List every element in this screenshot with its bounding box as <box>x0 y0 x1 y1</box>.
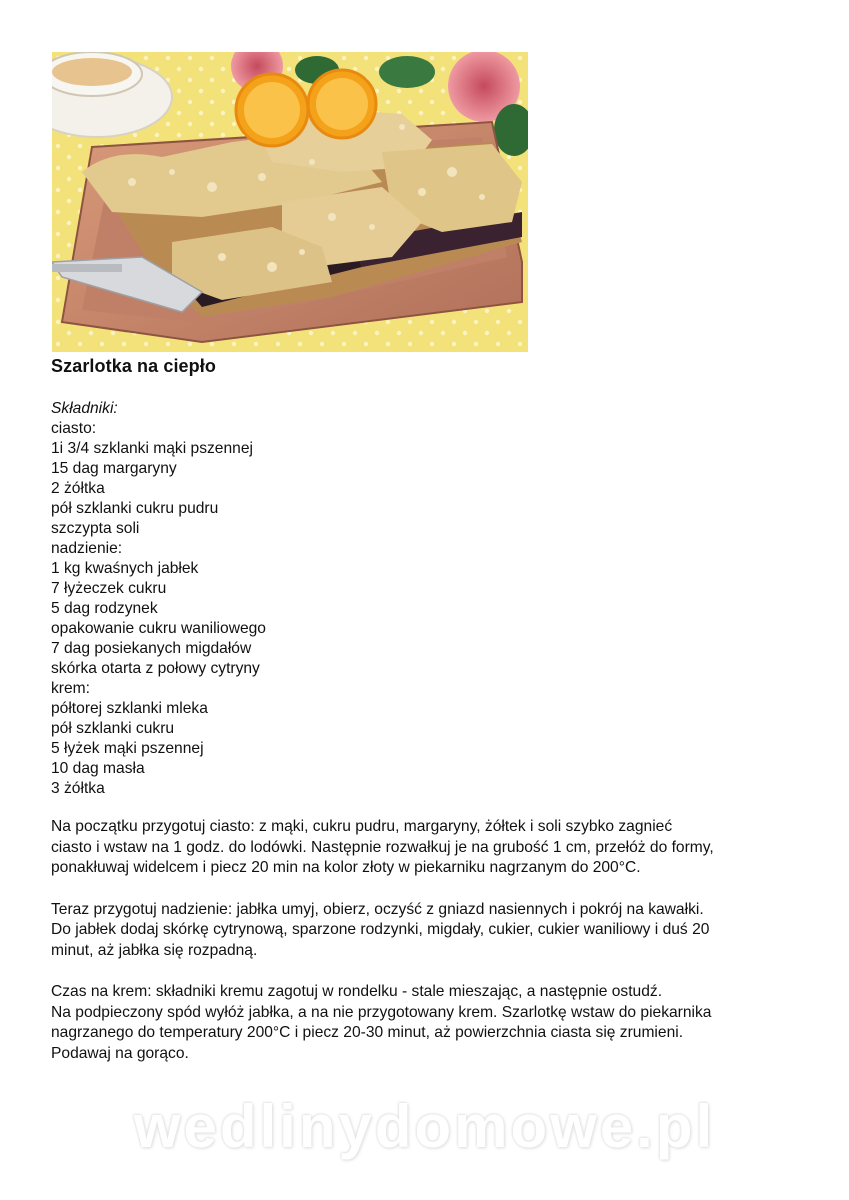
ingredient-line: nadzienie: <box>51 540 123 557</box>
ingredients-list <box>51 399 266 799</box>
step-paragraph <box>51 900 811 962</box>
ingredient-line: pół szklanki cukru <box>51 720 175 737</box>
ingredient-line: 15 dag margaryny <box>51 460 177 477</box>
step-line: Na podpieczony spód wyłóż jabłka, a na nie przygotowany krem. Szarlotkę wstaw do piekarnika <box>51 1003 712 1021</box>
ingredient-line: krem: <box>51 680 90 697</box>
ingredient-line: 5 dag rodzynek <box>51 600 158 617</box>
watermark: wedlinydomowe.pl <box>133 1093 716 1160</box>
ingredient-line: 10 dag masła <box>51 760 145 777</box>
ingredient-line: 7 dag posiekanych migdałów <box>51 640 252 657</box>
step-line: Teraz przygotuj nadzienie: jabłka umyj, obierz, oczyść z gniazd nasiennych i pokrój na kawałki. <box>51 900 704 918</box>
step-line: minut, aż jabłka się rozpadną. <box>51 941 258 959</box>
step-paragraph <box>51 817 811 879</box>
ingredient-line: półtorej szklanki mleka <box>51 700 208 717</box>
ingredient-line: szczypta soli <box>51 520 140 537</box>
ingredient-line: 2 żółtka <box>51 480 105 497</box>
step-line: nagrzanego do temperatury 200°C i piecz 20-30 minut, aż powierzchnia ciasta się zrumieni. <box>51 1024 684 1041</box>
step-line: ponakłuwaj widelcem i piecz 20 min na kolor złoty w piekarniku nagrzanym do 200°C. <box>51 859 641 876</box>
ingredient-line: 7 łyżeczek cukru <box>51 580 167 597</box>
ingredient-line: skórka otarta z połowy cytryny <box>51 660 260 677</box>
step-line: Na początku przygotuj ciasto: z mąki, cukru pudru, margaryny, żółtek i soli szybko zagnieć <box>51 818 673 835</box>
ingredient-line: pół szklanki cukru pudru <box>51 500 219 517</box>
recipe-title: Szarlotka na ciepło <box>51 356 216 376</box>
ingredient-line: 1i 3/4 szklanki mąki pszennej <box>51 440 253 457</box>
ingredient-line: 1 kg kwaśnych jabłek <box>51 560 199 577</box>
step-line: ciasto i wstaw na 1 godz. do lodówki. Następnie rozwałkuj je na grubość 1 cm, przełóż do formy, <box>51 838 714 856</box>
step-paragraph <box>51 982 811 1064</box>
ingredient-line: ciasto: <box>51 420 97 437</box>
preparation-steps <box>51 817 811 1085</box>
cake-photo <box>52 52 528 352</box>
ingredient-line: 3 żółtka <box>51 780 105 797</box>
cake-illustration <box>52 52 528 352</box>
ingredient-line: opakowanie cukru waniliowego <box>51 620 266 637</box>
step-line: Podawaj na gorąco. <box>51 1044 189 1062</box>
step-line: Do jabłek dodaj skórkę cytrynową, sparzone rodzynki, migdały, cukier, cukier waniliowy i duś 20 <box>51 921 710 938</box>
step-line: Czas na krem: składniki kremu zagotuj w rondelku - stale mieszając, a następnie ostudź. <box>51 983 663 1000</box>
ingredient-line: 5 łyżek mąki pszennej <box>51 740 204 757</box>
ingredients-label: Składniki: <box>51 400 118 417</box>
